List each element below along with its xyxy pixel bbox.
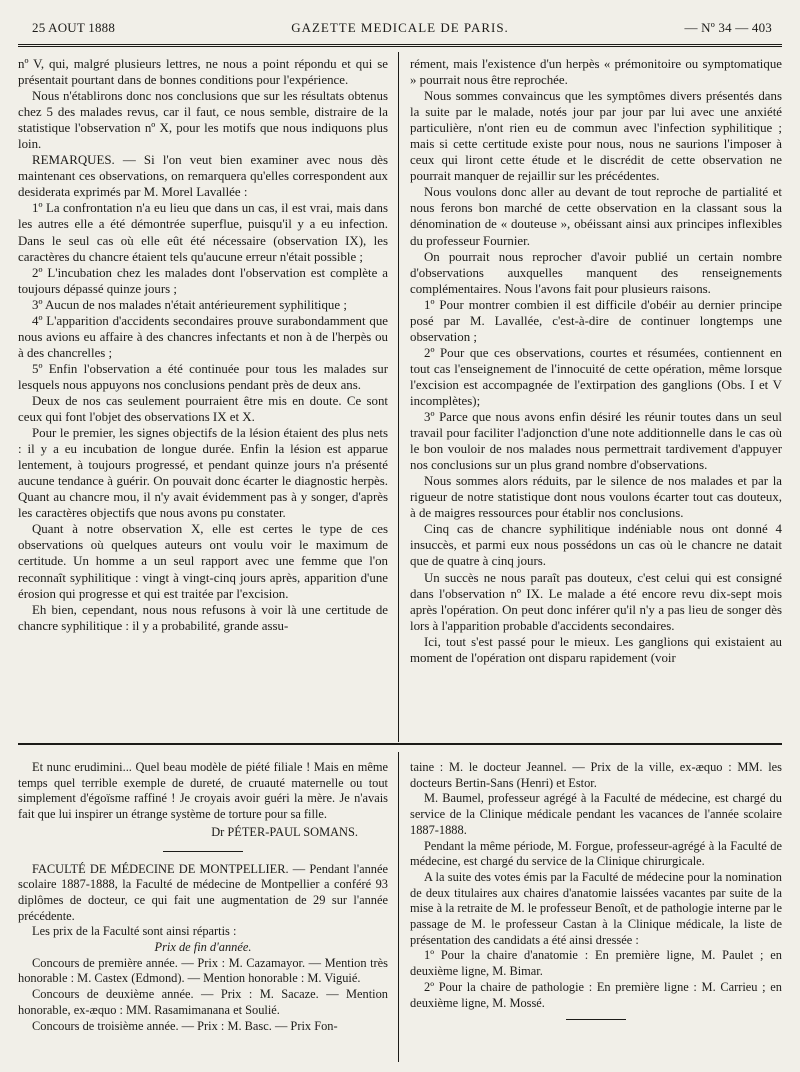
paragraph: M. Baumel, professeur agrégé à la Faculté de médecine, est chargé du service de la Clinique médicale pendant les vacances de l'année scolaire 1887-1888. bbox=[410, 791, 782, 837]
header-rule bbox=[18, 44, 782, 49]
prizes-title: Prix de fin d'année. bbox=[154, 940, 252, 955]
paragraph: Pour le premier, les signes objectifs de la lésion étaient des plus nets : il y a eu incubation de longue durée. Enfin la lésion est apparue lentement, à toujours progressé, et pendant quinze jours n'a présenté aucune tendance à guérir. On pouvait donc écarter le diagnostic herpès. Quant au chancre mou, il n'y avait évidemment pas à y songer, d'après les caractères objectifs que nous avons pu constater. bbox=[18, 426, 388, 521]
paragraph: On pourrait nous reprocher d'avoir publié un certain nombre d'observations auxquelles manquent des renseignements complémentaires. Nous l'avons fait pour plusieurs raisons. bbox=[410, 249, 782, 296]
lower-left-column bbox=[18, 760, 388, 1065]
paragraph: Concours de première année. — Prix : M. Cazamayor. — Mention très honorable : M. Castex (Edmond). — Mention honorable : M. Viguié. bbox=[18, 955, 388, 986]
column-divider bbox=[398, 752, 399, 1062]
paragraph: Nous voulons donc aller au devant de tout reproche de partialité et nous ferons bon marché de cette observation en la classant sous la dénomination de « douteuse », obéissant ainsi aux principes inflexibles du professeur Fournier. bbox=[410, 185, 782, 248]
paragraph: Concours de deuxième année. — Prix : M. Sacaze. — Mention honorable, ex-æquo : MM. Rasamimanana et Soulié. bbox=[18, 987, 388, 1017]
paragraph: nº V, qui, malgré plusieurs lettres, ne nous a point répondu et qui se présentait pourtant dans de bonnes conditions pour l'expérience. bbox=[18, 57, 388, 88]
paragraph: Deux de nos cas seulement pourraient être mis en doute. Ce sont ceux qui font l'objet des observations IX et X. bbox=[18, 393, 388, 425]
paragraph: Les prix de la Faculté sont ainsi répartis : bbox=[32, 924, 237, 939]
author-signature: Dr PÉTER-PAUL SOMANS. bbox=[211, 824, 358, 839]
paragraph: rément, mais l'existence d'un herpès « prémonitoire ou symptomatique » pourrait nous être reprochée. bbox=[410, 57, 782, 88]
journal-title: GAZETTE MEDICALE DE PARIS. bbox=[291, 20, 509, 35]
upper-left-column bbox=[18, 56, 388, 738]
lower-right-column bbox=[410, 760, 782, 1065]
paragraph: 3º Aucun de nos malades n'était antérieurement syphilitique ; bbox=[32, 297, 347, 312]
page-header bbox=[18, 20, 782, 42]
end-separator bbox=[566, 1019, 626, 1020]
paragraph: Un succès ne nous paraît pas douteux, c'est celui qui est consigné dans l'observation nº IX. Le malade a été encore revu dix-sept mois après l'opération. On peut donc inférer qu'il n'y a pas lieu de songer dès lors à l'apparition probable d'accidents secondaires. bbox=[410, 570, 782, 633]
paragraph: 1º Pour montrer combien il est difficile d'obéir au dernier principe posé par M. Lavallée, c'est-à-dire de continuer longtemps une observation ; bbox=[410, 297, 782, 344]
paragraph: 2º L'incubation chez les malades dont l'observation est complète a toujours dépassé quinze jours ; bbox=[18, 265, 388, 296]
column-divider bbox=[398, 52, 399, 742]
separator bbox=[163, 851, 243, 852]
upper-right-column bbox=[410, 56, 782, 738]
paragraph: Cinq cas de chancre syphilitique indéniable nous ont donné 4 insuccès, et parmi eux nous possédons un cas où le chancre ne datait que de quatre à cinq jours. bbox=[410, 522, 782, 569]
paragraph: 2º Pour la chaire de pathologie : En première ligne : M. Carrieu ; en deuxième ligne, M. Mossé. bbox=[410, 979, 782, 1010]
issue-date: 25 AOUT 1888 bbox=[32, 20, 116, 35]
paragraph: Nous n'établirons donc nos conclusions que sur les résultats obtenus chez 5 des malades revus, car il faut, ce nous semble, distraire de la statistique l'observation nº X, pour les motifs que nous indiquons plus loin. bbox=[18, 89, 388, 152]
paragraph: Nous sommes alors réduits, par le silence de nos malades et par la rigueur de notre statistique dont nous voulons écarter tout cas douteux, à de maigres ressources pour établir nos conclusions. bbox=[410, 474, 782, 521]
paragraph: taine : M. le docteur Jeannel. — Prix de la ville, ex-æquo : MM. les docteurs Bertin-Sans (Henri) et Estor. bbox=[410, 760, 782, 790]
news-heading: FACULTÉ DE MÉDECINE DE MONTPELLIER. bbox=[32, 861, 289, 876]
paragraph: 3º Parce que nous avons enfin désiré les réunir toutes dans un seul travail pour faciliter l'adjonction d'une note additionnelle dans le cas où le bon vouloir de nos malades nous permettrait tardivement d'appuyer nos conclusions sur un plus grand nombre d'observations. bbox=[410, 410, 782, 473]
paragraph: Eh bien, cependant, nous nous refusons à voir là une certitude de chancre syphilitique : il y a probabilité, grande assu- bbox=[18, 602, 388, 633]
news-item bbox=[18, 862, 388, 925]
paragraph: Concours de troisième année. — Prix : M. Basc. — Prix Fon- bbox=[32, 1018, 338, 1033]
paragraph: Ici, tout s'est passé pour le mieux. Les ganglions qui existaient au moment de l'opération ont disparu rapidement (voir bbox=[410, 634, 782, 665]
paragraph: REMARQUES. — Si l'on veut bien examiner avec nous dès maintenant ces observations, on remarquera qu'elles correspondent aux desiderata exprimés par M. Morel Lavallée : bbox=[18, 153, 388, 200]
news-text: — Pendant l'année scolaire 1887-1888, la Faculté de médecine de Montpellier a conféré 93 diplômes de docteur, ce qui fait une augmentation de 29 sur l'année précédente. bbox=[18, 861, 388, 923]
paragraph: Quant à notre observation X, elle est certes le type de ces observations où quelques auteurs ont voulu voir le maximum de certitude. Un homme a un seul rapport avec une femme que l'on reconnaît syphilitique : vingt à vingt-cinq jours après, apparition d'une érosion qui progresse et qui est traitée par l'excision. bbox=[18, 522, 388, 601]
paragraph: Pendant la même période, M. Forgue, professeur-agrégé à la Faculté de médecine, est chargé du service de la Clinique chirurgicale. bbox=[410, 838, 782, 869]
paragraph: Nous sommes convaincus que les symptômes divers présentés dans la suite par le malade, notés jour par jour par lui avec une anxiété particulière, n'ont rien eu de commun avec l'infection syphilitique ; mais si cette certitude existe pour nous, nous ne saurions l'imposer à ceux qui liront cette étude et le discrédit de cette observation ne pourrait manquer de rejaillir sur les précédentes. bbox=[410, 89, 782, 184]
paragraph: 2º Pour que ces observations, courtes et résumées, contiennent en tout cas l'enseignement de l'innocuité de cette opération, même lorsque l'excision est accompagnée de l'extirpation des ganglions (Obs. I et V incomplètes); bbox=[410, 345, 782, 408]
issue-page-number: — Nº 34 — 403 bbox=[684, 20, 772, 35]
paragraph: 4º L'apparition d'accidents secondaires prouve surabondamment que nous avions eu affaire à des chancres infectants et non à de l'herpès ou à des chancrelles ; bbox=[18, 313, 388, 360]
closing-paragraph: Et nunc erudimini... Quel beau modèle de piété filiale ! Mais en même temps quel terrible exemple de dureté, de cruauté maternelle ou tout simplement d'égoïsme raffiné ! Je croyais avoir guéri la mère. Je n'avais fait que lui inspirer un étrange système de torture pour sa fille. bbox=[18, 760, 388, 822]
section-rule bbox=[18, 743, 782, 745]
paragraph: 1º La confrontation n'a eu lieu que dans un cas, il est vrai, mais dans les autres elle a été démontrée superflue, puisqu'il y a eu infection. Dans le seul cas où elle eût été nécessaire (observation IX), les caractères du chancre étaient tels qu'aucune erreur n'était possible ; bbox=[18, 201, 388, 264]
paragraph: A la suite des votes émis par la Faculté de médecine pour la nomination de deux titulaires aux chaires d'anatomie laissées vacantes par suite de la mise à la retraite de M. le professeur Benoît, et de pathologie interne par le passage de M. le professeur Castan à la Clinique médicale, la liste de présentation des candidats a été ainsi dressée : bbox=[410, 869, 782, 947]
paragraph: 5º Enfin l'observation a été continuée pour tous les malades sur lesquels nous appuyons nos conclusions pendant près de deux ans. bbox=[18, 361, 388, 392]
paragraph: 1º Pour la chaire d'anatomie : En première ligne, M. Paulet ; en deuxième ligne, M. Bimar. bbox=[410, 948, 782, 979]
